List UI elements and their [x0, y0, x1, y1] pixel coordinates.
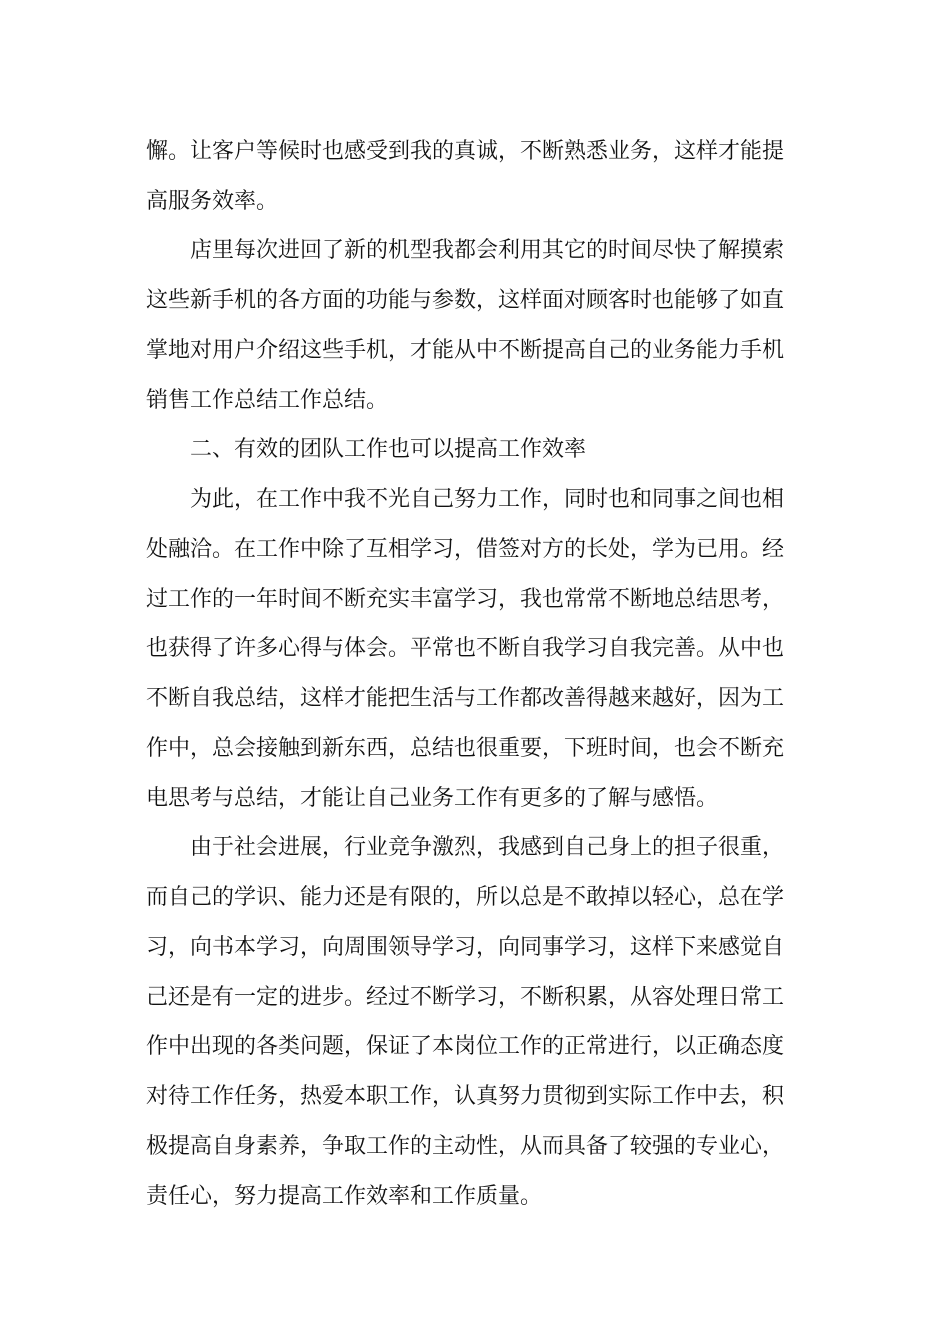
text-line: 极提高自身素养，争取工作的主动性，从而具备了较强的专业心，: [146, 1134, 785, 1159]
paragraph-first-line: 由于社会进展，行业竞争激烈，我感到自己身上的担子很重，: [190, 835, 785, 860]
section-heading: 二、有效的团队工作也可以提高工作效率: [190, 437, 587, 462]
text-line: 责任心，努力提高工作效率和工作质量。: [146, 1184, 543, 1209]
text-line: 懈。让客户等候时也感受到我的真诚，不断熟悉业务，这样才能提: [146, 139, 785, 164]
paragraph-first-line: 为此，在工作中我不光自己努力工作，同时也和同事之间也相: [190, 487, 785, 512]
text-line: 也获得了许多心得与体会。平常也不断自我学习自我完善。从中也: [146, 636, 785, 661]
text-line: 对待工作任务，热爱本职工作，认真努力贯彻到实际工作中去，积: [146, 1084, 785, 1109]
text-line: 处融洽。在工作中除了互相学习，借签对方的长处，学为已用。经: [146, 537, 785, 562]
text-line: 电思考与总结，才能让自己业务工作有更多的了解与感悟。: [146, 786, 719, 811]
paragraph-first-line: 店里每次进回了新的机型我都会利用其它的时间尽快了解摸索: [190, 238, 785, 263]
text-line: 这些新手机的各方面的功能与参数，这样面对顾客时也能够了如直: [146, 288, 785, 313]
text-line: 作中出现的各类问题，保证了本岗位工作的正常进行，以正确态度: [146, 1034, 785, 1059]
text-line: 掌地对用户介绍这些手机，才能从中不断提高自己的业务能力手机: [146, 338, 785, 363]
text-line: 销售工作总结工作总结。: [146, 388, 389, 413]
text-line: 高服务效率。: [146, 189, 279, 214]
text-line: 而自己的学识、能力还是有限的，所以总是不敢掉以轻心，总在学: [146, 885, 785, 910]
text-line: 作中，总会接触到新东西，总结也很重要，下班时间，也会不断充: [146, 736, 785, 761]
text-line: 己还是有一定的进步。经过不断学习，不断积累，从容处理日常工: [146, 985, 785, 1010]
text-line: 习，向书本学习，向周围领导学习，向同事学习，这样下来感觉自: [146, 935, 785, 960]
text-line: 过工作的一年时间不断充实丰富学习，我也常常不断地总结思考，: [146, 587, 785, 612]
text-line: 不断自我总结，这样才能把生活与工作都改善得越来越好，因为工: [146, 686, 785, 711]
